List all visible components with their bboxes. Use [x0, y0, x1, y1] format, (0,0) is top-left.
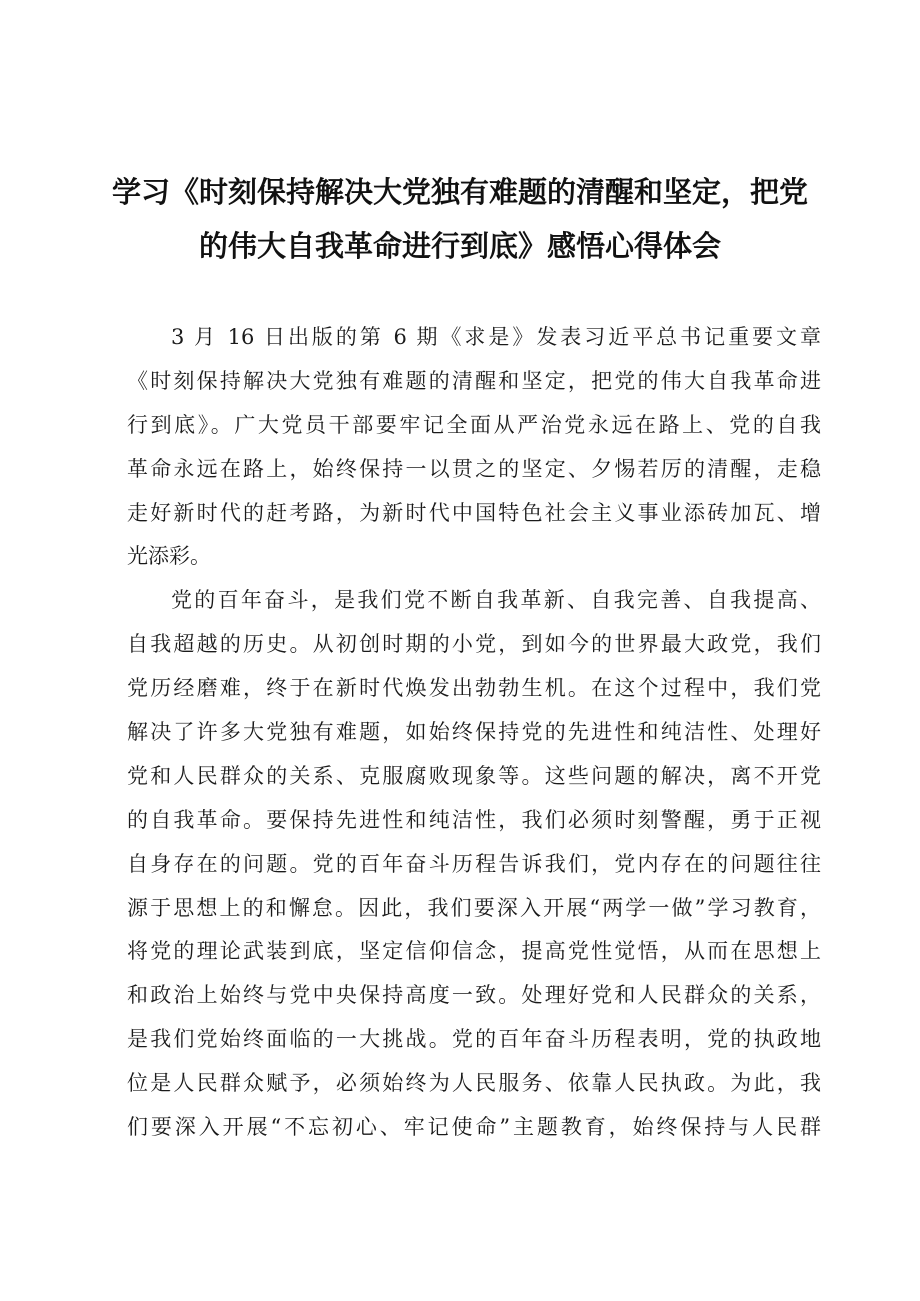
paragraph-2-line: 和政治上始终与党中央保持高度一致。处理好党和人民群众的关系， — [127, 983, 821, 1008]
paragraph-2-line: 的自我革命。要保持先进性和纯洁性，我们必须时刻警醒，勇于正视 — [127, 807, 821, 832]
paragraph-2-line: 自身存在的问题。党的百年奋斗历程告诉我们，党内存在的问题往往 — [127, 851, 821, 876]
paragraph-1-line: 《时刻保持解决大党独有难题的清醒和坚定，把党的伟大自我革命进 — [127, 368, 821, 393]
paragraph-1-line: 革命永远在路上，始终保持一以贯之的坚定、夕惕若厉的清醒，走稳 — [127, 456, 821, 481]
paragraph-2-line: 源于思想上的和懈怠。因此，我们要深入开展“两学一做”学习教育， — [127, 895, 821, 920]
paragraph-2-line: 将党的理论武装到底，坚定信仰信念，提高党性觉悟，从而在思想上 — [127, 939, 821, 964]
paragraph-2-line: 是我们党始终面临的一大挑战。党的百年奋斗历程表明，党的执政地 — [127, 1027, 821, 1052]
paragraph-1-line: 行到底》。广大党员干部要牢记全面从严治党永远在路上、党的自我 — [127, 412, 821, 437]
paragraph-2-line: 位是人民群众赋予，必须始终为人民服务、依靠人民执政。为此，我 — [127, 1071, 821, 1096]
paragraph-2-line: 自我超越的历史。从初创时期的小党，到如今的世界最大政党，我们 — [127, 632, 821, 657]
paragraph-1-line: 3 月 16 日出版的第 6 期《求是》发表习近平总书记重要文章 — [171, 325, 821, 349]
paragraph-2-line: 党的百年奋斗，是我们党不断自我革新、自我完善、自我提高、 — [171, 588, 821, 613]
document-title-line-1: 学习《时刻保持解决大党独有难题的清醒和坚定，把党 — [111, 175, 808, 209]
document-title-line-2: 的伟大自我革命进行到底》感悟心得体会 — [198, 229, 721, 263]
paragraph-2-line: 解决了许多大党独有难题，如始终保持党的先进性和纯洁性、处理好 — [127, 720, 821, 745]
paragraph-1-line: 光添彩。 — [127, 544, 211, 569]
paragraph-2-line: 党和人民群众的关系、克服腐败现象等。这些问题的解决，离不开党 — [127, 763, 821, 788]
paragraph-1-line: 走好新时代的赶考路，为新时代中国特色社会主义事业添砖加瓦、增 — [127, 500, 821, 525]
document-body — [127, 316, 821, 1150]
paragraph-2-line: 党历经磨难，终于在新时代焕发出勃勃生机。在这个过程中，我们党 — [127, 676, 821, 701]
paragraph-2-line: 们要深入开展“不忘初心、牢记使命”主题教育，始终保持与人民群 — [127, 1115, 821, 1140]
